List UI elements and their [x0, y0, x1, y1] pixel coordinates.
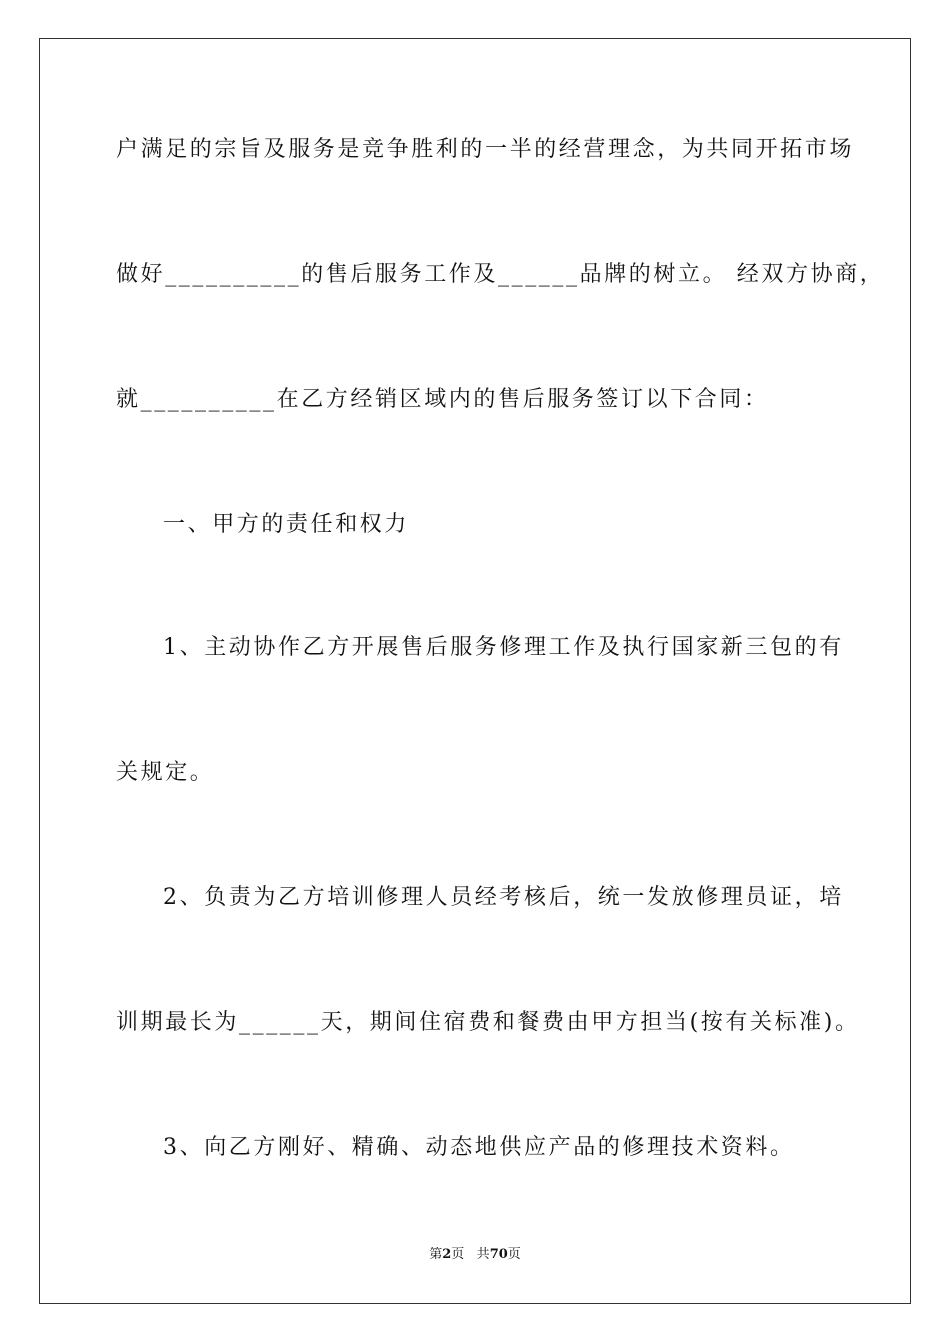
section-heading-party-a: 一、甲方的责任和权力 [163, 512, 410, 537]
total-pages: 70 [489, 1247, 508, 1262]
page-prefix: 第 [429, 1247, 443, 1262]
clause-2-line-2: 训期最长为______天，期间住宿费和餐费由甲方担当(按有关标准)。 [116, 1010, 860, 1035]
clause-2-line-1: 2、负责为乙方培训修理人员经考核后，统一发放修理员证，培 [163, 885, 844, 910]
clause-3-line-1: 3、向乙方刚好、精确、动态地供应产品的修理技术资料。 [163, 1135, 795, 1160]
total-prefix: 共 [476, 1247, 490, 1262]
clause-1-line-1: 1、主动协作乙方开展售后服务修理工作及执行国家新三包的有 [163, 635, 844, 660]
paragraph-line-1: 户满足的宗旨及服务是竞争胜利的一半的经营理念，为共同开拓市场 [116, 137, 855, 162]
clause-1-line-2: 关规定。 [116, 760, 215, 785]
total-suffix: 页 [507, 1247, 521, 1262]
page-suffix: 页 [451, 1247, 465, 1262]
page-footer [0, 1246, 950, 1264]
paragraph-line-3: 就__________在乙方经销区域内的售后服务签订以下合同： [116, 387, 769, 412]
paragraph-line-2: 做好__________的售后服务工作及______品牌的树立。 经双方协商， [116, 262, 885, 287]
page-border [39, 38, 911, 1304]
page-number: 2 [442, 1247, 452, 1262]
